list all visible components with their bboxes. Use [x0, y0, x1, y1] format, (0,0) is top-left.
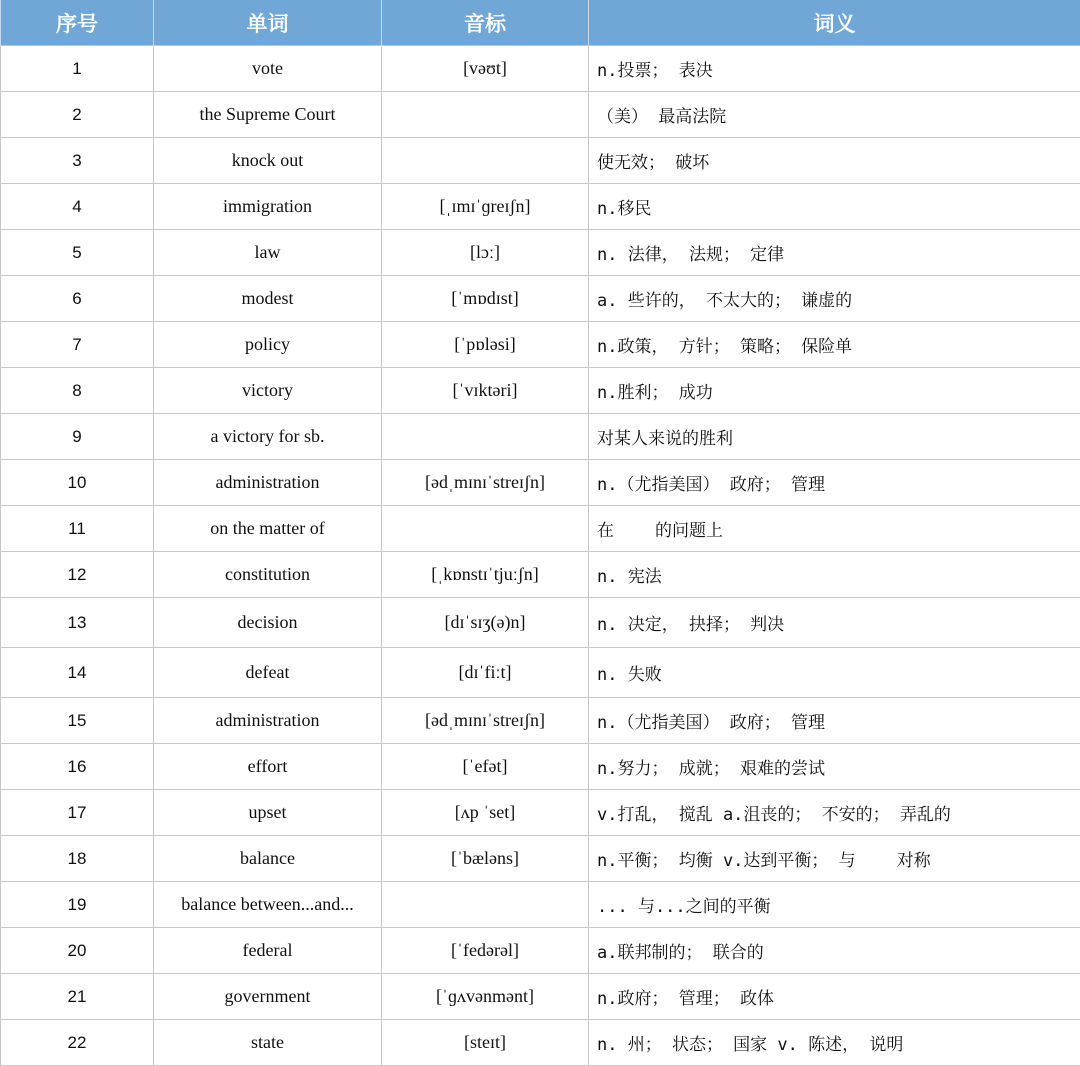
phonetic-cell: [ʌp ˈset] [382, 790, 589, 836]
meaning-cell: （美） 最高法院 [589, 92, 1080, 138]
row-index: 4 [1, 184, 154, 230]
word-cell: victory [154, 368, 382, 414]
phonetic-cell [382, 882, 589, 928]
header-row [1, 0, 1080, 46]
row-index: 12 [1, 552, 154, 598]
meaning-cell: 使无效； 破坏 [589, 138, 1080, 184]
row-index: 2 [1, 92, 154, 138]
meaning-cell: 对某人来说的胜利 [589, 414, 1080, 460]
meaning-cell: a.联邦制的； 联合的 [589, 928, 1080, 974]
row-index: 7 [1, 322, 154, 368]
meaning-cell: n.（尤指美国） 政府； 管理 [589, 460, 1080, 506]
meaning-cell: n.政府； 管理； 政体 [589, 974, 1080, 1020]
table-row [1, 184, 1080, 230]
row-index: 9 [1, 414, 154, 460]
table-row [1, 882, 1080, 928]
meaning-cell: n.努力； 成就； 艰难的尝试 [589, 744, 1080, 790]
row-index: 19 [1, 882, 154, 928]
word-cell: immigration [154, 184, 382, 230]
table-row [1, 138, 1080, 184]
phonetic-cell: [ˌkɒnstɪˈtjuːʃn] [382, 552, 589, 598]
table-row [1, 928, 1080, 974]
word-cell: administration [154, 460, 382, 506]
row-index: 5 [1, 230, 154, 276]
table-row [1, 552, 1080, 598]
phonetic-cell [382, 138, 589, 184]
row-index: 16 [1, 744, 154, 790]
word-cell: constitution [154, 552, 382, 598]
meaning-cell: n.平衡； 均衡 v.达到平衡； 与 对称 [589, 836, 1080, 882]
row-index: 11 [1, 506, 154, 552]
phonetic-cell: [ˌɪmɪˈɡreɪʃn] [382, 184, 589, 230]
row-index: 6 [1, 276, 154, 322]
row-index: 17 [1, 790, 154, 836]
meaning-cell: n.投票； 表决 [589, 46, 1080, 92]
table-row [1, 276, 1080, 322]
phonetic-cell: [lɔː] [382, 230, 589, 276]
phonetic-cell: [ˈɡʌvənmənt] [382, 974, 589, 1020]
header-phonetic: 音标 [382, 0, 589, 46]
word-cell: modest [154, 276, 382, 322]
phonetic-cell: [ˈvɪktəri] [382, 368, 589, 414]
phonetic-cell: [ədˌmɪnɪˈstreɪʃn] [382, 460, 589, 506]
table-row [1, 506, 1080, 552]
meaning-cell: n.胜利； 成功 [589, 368, 1080, 414]
table-row [1, 92, 1080, 138]
meaning-cell: n.移民 [589, 184, 1080, 230]
word-cell: defeat [154, 648, 382, 698]
phonetic-cell: [ˈfedərəl] [382, 928, 589, 974]
phonetic-cell: [dɪˈsɪʒ(ə)n] [382, 598, 589, 648]
phonetic-cell [382, 92, 589, 138]
row-index: 18 [1, 836, 154, 882]
table-row [1, 414, 1080, 460]
meaning-cell: a. 些许的， 不太大的； 谦虚的 [589, 276, 1080, 322]
row-index: 13 [1, 598, 154, 648]
header-index: 序号 [1, 0, 154, 46]
row-index: 8 [1, 368, 154, 414]
meaning-cell: n. 法律， 法规； 定律 [589, 230, 1080, 276]
table-row [1, 698, 1080, 744]
table-row [1, 790, 1080, 836]
row-index: 15 [1, 698, 154, 744]
row-index: 22 [1, 1020, 154, 1066]
word-cell: federal [154, 928, 382, 974]
word-cell: state [154, 1020, 382, 1066]
row-index: 21 [1, 974, 154, 1020]
word-cell: decision [154, 598, 382, 648]
phonetic-cell: [ˈbæləns] [382, 836, 589, 882]
word-cell: balance [154, 836, 382, 882]
phonetic-cell [382, 414, 589, 460]
table-row [1, 230, 1080, 276]
meaning-cell: n.（尤指美国） 政府； 管理 [589, 698, 1080, 744]
row-index: 1 [1, 46, 154, 92]
word-cell: policy [154, 322, 382, 368]
phonetic-cell: [ədˌmɪnɪˈstreɪʃn] [382, 698, 589, 744]
phonetic-cell: [steɪt] [382, 1020, 589, 1066]
word-cell: balance between...and... [154, 882, 382, 928]
word-cell: effort [154, 744, 382, 790]
meaning-cell: v.打乱， 搅乱 a.沮丧的； 不安的； 弄乱的 [589, 790, 1080, 836]
word-cell: vote [154, 46, 382, 92]
table-row [1, 836, 1080, 882]
word-cell: on the matter of [154, 506, 382, 552]
meaning-cell: 在 的问题上 [589, 506, 1080, 552]
phonetic-cell: [ˈefət] [382, 744, 589, 790]
header-meaning: 词义 [589, 0, 1080, 46]
word-cell: upset [154, 790, 382, 836]
table-row [1, 744, 1080, 790]
row-index: 14 [1, 648, 154, 698]
meaning-cell: ... 与...之间的平衡 [589, 882, 1080, 928]
table-row [1, 598, 1080, 648]
meaning-cell: n.政策， 方针； 策略； 保险单 [589, 322, 1080, 368]
table-row [1, 974, 1080, 1020]
table-row [1, 46, 1080, 92]
table-row [1, 648, 1080, 698]
header-word: 单词 [154, 0, 382, 46]
row-index: 10 [1, 460, 154, 506]
meaning-cell: n. 州； 状态； 国家 v. 陈述， 说明 [589, 1020, 1080, 1066]
table-body [1, 46, 1080, 1066]
phonetic-cell [382, 506, 589, 552]
phonetic-cell: [ˈpɒləsi] [382, 322, 589, 368]
phonetic-cell: [vəʊt] [382, 46, 589, 92]
word-cell: the Supreme Court [154, 92, 382, 138]
row-index: 3 [1, 138, 154, 184]
word-cell: government [154, 974, 382, 1020]
table-row [1, 368, 1080, 414]
table-row [1, 1020, 1080, 1066]
phonetic-cell: [dɪˈfiːt] [382, 648, 589, 698]
phonetic-cell: [ˈmɒdɪst] [382, 276, 589, 322]
word-cell: knock out [154, 138, 382, 184]
meaning-cell: n. 宪法 [589, 552, 1080, 598]
row-index: 20 [1, 928, 154, 974]
meaning-cell: n. 失败 [589, 648, 1080, 698]
table-row [1, 322, 1080, 368]
meaning-cell: n. 决定， 抉择； 判决 [589, 598, 1080, 648]
word-cell: a victory for sb. [154, 414, 382, 460]
table-header [1, 0, 1080, 46]
word-cell: administration [154, 698, 382, 744]
word-cell: law [154, 230, 382, 276]
table-row [1, 460, 1080, 506]
